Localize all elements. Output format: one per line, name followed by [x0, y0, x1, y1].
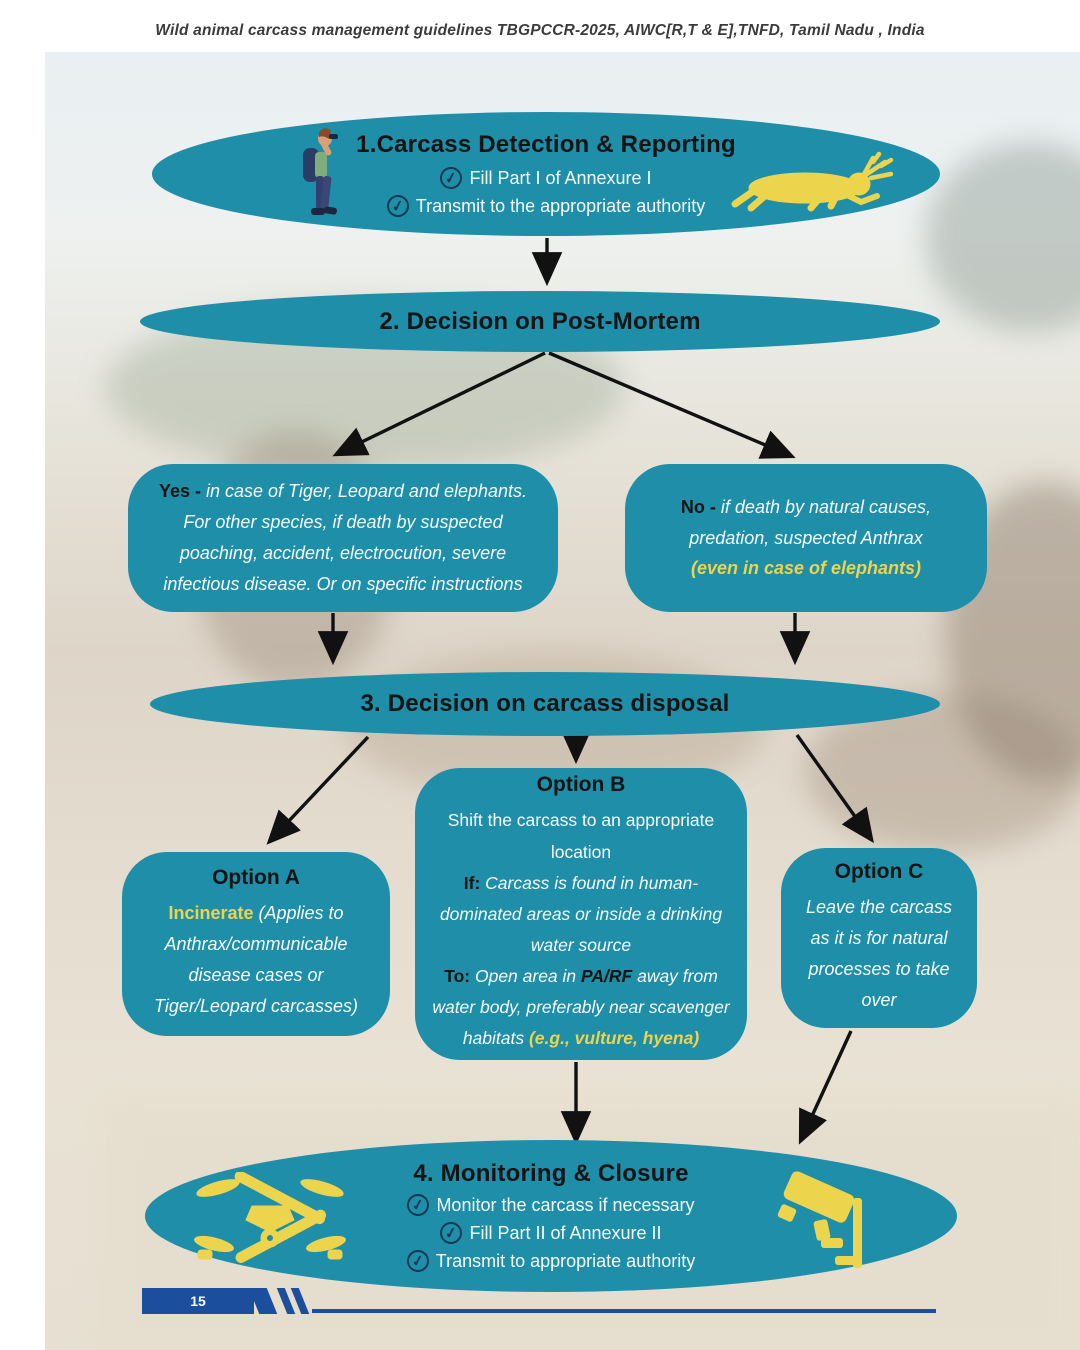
step4-item-text: Fill Part II of Annexure II	[469, 1222, 662, 1243]
option-b-to-post: away from water body, preferably near scavenger habitats	[432, 966, 730, 1049]
option-b-if-label: If:	[463, 872, 486, 893]
step4-item-text: Monitor the carcass if necessary	[436, 1194, 695, 1215]
option-a-detail: (Applies to Anthrax/communicable disease cases or Tiger/Leopard carcasses)	[154, 903, 358, 1016]
yes-branch-text	[154, 476, 532, 600]
document-header: Wild animal carcass management guidelines TBGPCCR-2025, AIWC[R,T & E],TNFD, Tamil Nadu , India	[155, 22, 925, 39]
option-c-text: Leave the carcass as it is for natural processes to take over	[805, 897, 953, 1010]
check-circle-icon: ✓	[406, 1192, 431, 1217]
page-number-bar	[142, 1288, 254, 1314]
node-option-b	[415, 768, 747, 1060]
footer-rule	[312, 1309, 936, 1313]
cctv-camera-icon	[775, 1168, 875, 1283]
drone-icon	[190, 1172, 350, 1272]
ranger-observer-icon	[297, 122, 345, 227]
option-b-to-label: To:	[444, 966, 475, 987]
step4-item-text: Transmit to appropriate authority	[435, 1250, 696, 1271]
check-circle-icon: ✓	[439, 1220, 464, 1245]
step4-item	[407, 1194, 694, 1216]
option-c-title: Option C	[834, 860, 924, 884]
no-highlight: (even in case of elephants)	[690, 558, 922, 579]
no-label: No -	[680, 496, 721, 517]
node-yes-branch	[128, 464, 558, 612]
step1-title: 1.Carcass Detection & Reporting	[356, 131, 736, 158]
option-b-title: Option B	[536, 773, 626, 797]
step2-title: 2. Decision on Post-Mortem	[379, 307, 701, 335]
option-b-intro: Shift the carcass to an appropriate location	[447, 810, 715, 862]
no-branch-text	[647, 492, 965, 585]
step1-item-text: Transmit to the appropriate authority	[415, 195, 706, 216]
option-a-keyword: Incinerate	[168, 903, 254, 924]
node-step3-disposal-decision	[150, 672, 940, 736]
option-b-text	[431, 805, 731, 1054]
option-b-highlight: (e.g., vulture, hyena)	[528, 1028, 700, 1049]
option-b-if-text: Carcass is found in human-dominated areas or inside a drinking water source	[439, 872, 723, 955]
node-step2-postmortem-decision	[140, 291, 940, 352]
step4-item	[407, 1250, 695, 1272]
check-circle-icon: ✓	[405, 1248, 430, 1273]
node-step4-monitoring-closure	[145, 1140, 957, 1292]
step1-item	[387, 195, 705, 217]
check-circle-icon: ✓	[385, 193, 410, 218]
yes-label: Yes -	[158, 481, 206, 502]
option-a-text	[140, 898, 372, 1022]
step4-title: 4. Monitoring & Closure	[413, 1160, 689, 1187]
step1-item	[440, 167, 651, 189]
node-option-a	[122, 852, 390, 1036]
step4-item	[440, 1222, 661, 1244]
deer-carcass-icon	[727, 150, 895, 217]
option-b-to-pre: Open area in	[474, 966, 582, 987]
step3-title: 3. Decision on carcass disposal	[360, 690, 730, 717]
step1-item-text: Fill Part I of Annexure I	[469, 167, 652, 188]
yes-text: in case of Tiger, Leopard and elephants. For other species, if death by suspected poaching, accident, electrocution, severe infectious disease. Or on specific instructions	[163, 481, 528, 594]
node-step1-carcass-detection	[152, 112, 940, 236]
check-circle-icon: ✓	[439, 165, 464, 190]
option-b-to-emph: PA/RF	[581, 966, 633, 987]
faded-tree	[925, 142, 1080, 332]
no-text: if death by natural causes, predation, suspected Anthrax	[689, 496, 932, 548]
page-number: 15	[190, 1293, 206, 1309]
option-a-title: Option A	[212, 866, 300, 890]
node-option-c	[781, 848, 977, 1028]
node-no-branch	[625, 464, 987, 612]
